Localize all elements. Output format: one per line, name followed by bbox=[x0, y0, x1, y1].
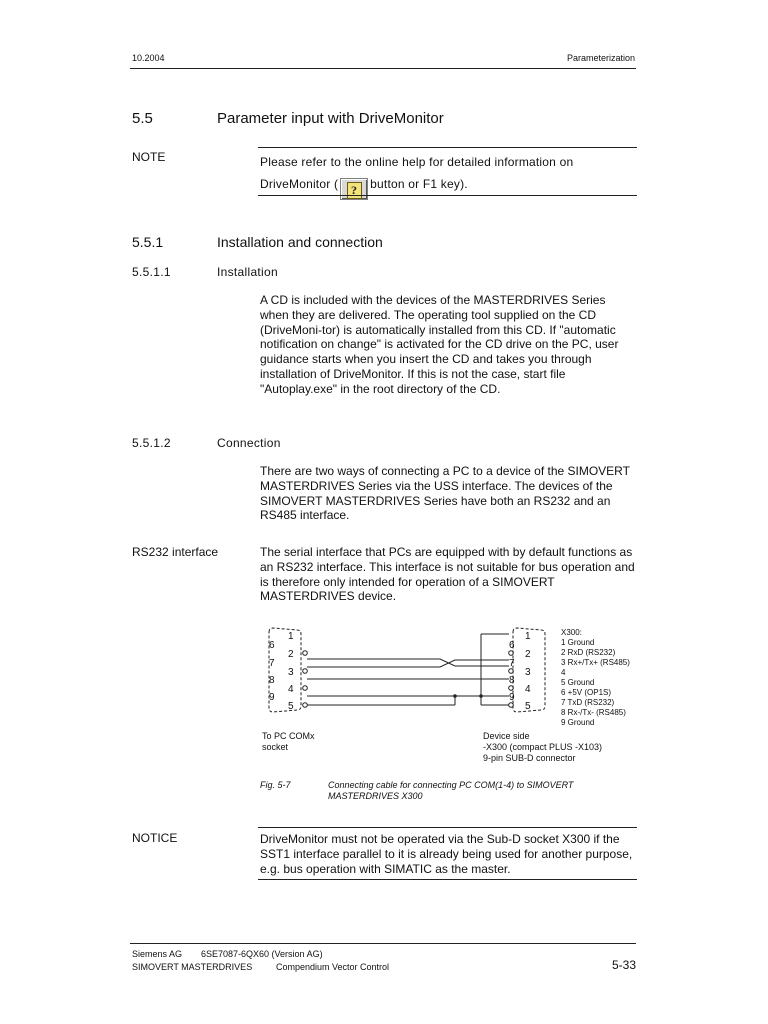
right-pin-label: 2 bbox=[525, 649, 531, 660]
subsection-title: Installation and connection bbox=[217, 234, 383, 250]
footer-page-number: 5-33 bbox=[611, 958, 636, 972]
rs232-label: RS232 interface bbox=[132, 545, 219, 559]
figure-number: Fig. 5-7 bbox=[260, 780, 291, 790]
header-date: 10.2004 bbox=[132, 53, 165, 63]
installation-number: 5.5.1.1 bbox=[132, 265, 171, 279]
rs232-text: The serial interface that PCs are equipped with by default functions as an RS232 interface. This interface is not suitable for bus operation and is therefore only intended for operation of a SIMOVERT MASTERDRIVES device. bbox=[260, 545, 635, 604]
footer-order-no: 6SE7087-6QX60 (Version AG) bbox=[201, 949, 323, 959]
section-number: 5.5 bbox=[132, 110, 153, 127]
pc-side-label-line: To PC COMx bbox=[262, 731, 315, 741]
section-title: Parameter input with DriveMonitor bbox=[217, 110, 444, 127]
right-pin-label: 1 bbox=[525, 631, 531, 642]
pc-side-label bbox=[262, 731, 315, 753]
left-pin-label: 2 bbox=[288, 649, 294, 660]
junction-dot-left bbox=[453, 694, 457, 698]
left-pin-label: 3 bbox=[288, 667, 294, 678]
pin-assignment-item: 8 Rx-/Tx- (RS485) bbox=[561, 708, 626, 717]
left-pin-5-contact bbox=[303, 703, 308, 708]
notice-bottom-rule bbox=[258, 879, 637, 880]
note-label: NOTE bbox=[132, 150, 166, 164]
connection-title: Connection bbox=[217, 436, 281, 450]
left-pin-label: 6 bbox=[269, 640, 275, 651]
right-pin-label: 9 bbox=[509, 692, 515, 703]
left-pin-4-contact bbox=[303, 686, 308, 691]
left-pin-2-contact bbox=[303, 651, 308, 656]
pin-assignment-item: X300: bbox=[561, 628, 582, 637]
device-side-label-line: -X300 (compact PLUS -X103) bbox=[483, 742, 603, 752]
note-text bbox=[260, 151, 632, 200]
notice-text: DriveMonitor must not be operated via the Sub-D socket X300 if the SST1 interface parallel to it is already being used for another purpose, e.g. bus operation with SIMATIC as the master. bbox=[260, 832, 633, 876]
pin-assignment-item: 3 Rx+/Tx+ (RS485) bbox=[561, 658, 630, 667]
right-pin-label: 7 bbox=[509, 658, 515, 669]
left-pin-label: 1 bbox=[288, 631, 294, 642]
left-pin-label: 9 bbox=[269, 692, 275, 703]
pin-assignment-item: 7 TxD (RS232) bbox=[561, 698, 615, 707]
pin-assignment-item: 4 bbox=[561, 668, 566, 677]
pin-assignment-item: 2 RxD (RS232) bbox=[561, 648, 616, 657]
pin-assignment-item: 5 Ground bbox=[561, 678, 595, 687]
subsection-number: 5.5.1 bbox=[132, 234, 164, 250]
connection-number: 5.5.1.2 bbox=[132, 436, 171, 450]
pc-side-label-line: socket bbox=[262, 742, 289, 752]
device-side-label bbox=[483, 731, 602, 764]
note-top-rule bbox=[258, 147, 637, 148]
right-pin-5-contact bbox=[509, 703, 514, 708]
footer-company: Siemens AG bbox=[132, 949, 183, 959]
footer-product: SIMOVERT MASTERDRIVES bbox=[132, 962, 253, 972]
header-chapter: Parameterization bbox=[566, 53, 635, 63]
left-pin-label: 5 bbox=[288, 701, 294, 712]
left-pin-label: 8 bbox=[269, 675, 275, 686]
left-pin-label: 4 bbox=[288, 684, 294, 695]
device-side-label-line: Device side bbox=[483, 731, 530, 741]
footer-rule bbox=[130, 943, 636, 944]
left-pin-label: 7 bbox=[269, 658, 275, 669]
help-button[interactable] bbox=[340, 178, 368, 200]
help-question-icon: ? bbox=[347, 182, 362, 199]
right-pin-label: 6 bbox=[509, 640, 515, 651]
device-side-label-line: 9-pin SUB-D connector bbox=[483, 753, 576, 763]
cable-wiring-diagram bbox=[255, 622, 565, 724]
header-rule bbox=[130, 68, 636, 69]
note-text-after: button or F1 key). bbox=[370, 177, 468, 191]
right-pin-label: 8 bbox=[509, 675, 515, 686]
pin-assignment-list bbox=[561, 628, 641, 728]
right-pin-label: 3 bbox=[525, 667, 531, 678]
note-text-before: Please refer to the online help for detailed information on DriveMonitor ( bbox=[260, 155, 574, 191]
connection-text: There are two ways of connecting a PC to a device of the SIMOVERT MASTERDRIVES Series via the USS interface. The devices of the SIMOVERT MASTERDRIVES Series have both an RS232 and an RS485 interface. bbox=[260, 464, 630, 523]
junction-dot bbox=[479, 694, 483, 698]
left-pin-3-contact bbox=[303, 669, 308, 674]
figure-caption: Connecting cable for connecting PC COM(1-4) to SIMOVERT MASTERDRIVES X300 bbox=[328, 780, 574, 801]
pin-assignment-item: 6 +5V (OP1S) bbox=[561, 688, 612, 697]
right-pin-label: 4 bbox=[525, 684, 531, 695]
note-bottom-rule bbox=[258, 195, 637, 196]
notice-top-rule bbox=[258, 827, 637, 828]
pin-assignment-item: 1 Ground bbox=[561, 638, 595, 647]
installation-title: Installation bbox=[217, 265, 278, 279]
pin-assignment-item: 9 Ground bbox=[561, 718, 595, 727]
installation-text: A CD is included with the devices of the MASTERDRIVES Series when they are delivered. The operating tool supplied on the CD (DriveMoni-tor) is automatically installed from this CD. If "automatic notification on change" is activated for the CD drive on the PC, user guidance starts when you insert the CD and takes you through installation of DriveMonitor. If this is not the case, start file "Autoplay.exe" in the root directory of the CD. bbox=[260, 293, 619, 396]
notice-label: NOTICE bbox=[132, 831, 178, 845]
footer-manual: Compendium Vector Control bbox=[276, 962, 390, 972]
right-pin-label: 5 bbox=[525, 701, 531, 712]
